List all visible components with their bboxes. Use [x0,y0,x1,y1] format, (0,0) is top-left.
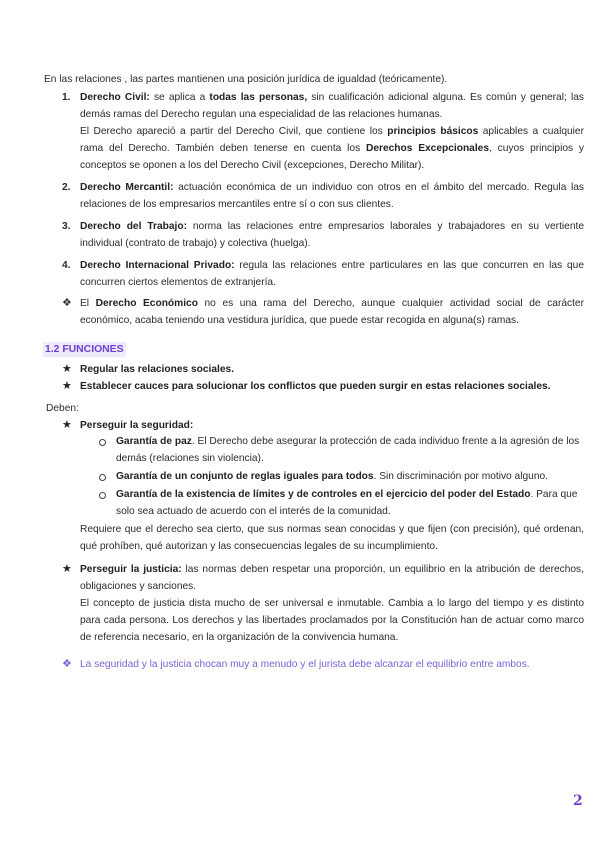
seguridad-item-text [116,433,584,467]
bold-span: Derechos Excepcionales [365,143,490,154]
list-number-2: 2. [62,182,71,193]
circle-bullet-icon [99,492,106,499]
bold-span: todas las personas, [209,92,308,103]
seguridad-item [116,468,584,485]
term-derecho-trabajo: Derecho del Trabajo: [80,221,187,232]
bold-span: Garantía de la existencia de límites y de controles en el ejercicio del poder del Estado [116,489,531,500]
seguridad-item-text [116,468,584,485]
term-derecho-mercantil: Derecho Mercantil: [80,182,174,193]
term-derecho-internacional: Derecho Internacional Privado: [80,260,235,271]
list-item-derecho-mercantil [80,179,584,213]
diamond-bullet-icon: ❖ [62,297,72,309]
star-bullet-icon: ★ [62,363,72,375]
principios-paragraph [80,123,584,174]
text-span: las normas deben respetar una proporción, un equilibrio en la atribución de derechos, obligaciones y sanciones. [80,564,584,592]
funcion-item: Establecer cauces para solucionar los conflictos que pueden surgir en estas relaciones sociales. [80,381,551,392]
seguridad-item [116,486,584,520]
derecho-mercantil-paragraph [80,179,584,213]
text-span: sin cualificación adicional alguna. Es común y general; las demás ramas del Derecho regulan una especialidad de las relaciones humanas. [80,92,584,120]
list-number-3: 3. [62,221,71,232]
text-span: actuación económica de un individuo con otros en el ámbito del mercado. Regula las relaciones de los empresarios mercantiles entre sí o con sus clientes. [80,182,584,210]
bold-span: principios básicos [387,126,479,137]
conclusion-note: La seguridad y la justicia chocan muy a menudo y el jurista debe alcanzar el equilibrio entre ambos. [80,659,530,670]
seguridad-note: Requiere que el derecho sea cierto, que sus normas sean conocidas y que fijen (con precisión), qué ordenan, qué prohíben, qué autorizan y las consecuencias legales de su incumplimiento. [80,524,584,552]
circle-bullet-icon [99,439,106,446]
derecho-internacional-paragraph [80,257,584,291]
intro-paragraph: En las relaciones , las partes mantienen una posición jurídica de igualdad (teóricamente). [44,74,448,85]
section-heading: 1.2 FUNCIONES [45,344,124,355]
derecho-civil-paragraph [80,89,584,123]
justicia-paragraph [80,561,584,595]
text-span: El [80,298,96,309]
page-number: 2 [573,793,583,809]
derecho-economico-paragraph [80,295,584,329]
list-item-derecho-civil [80,89,584,174]
circle-bullet-icon [99,474,106,481]
justicia-title: Perseguir la justicia: [80,564,182,575]
list-number-1: 1. [62,92,71,103]
text-span: . Sin discriminación por motivo alguno. [373,471,548,482]
list-item-derecho-trabajo [80,218,584,252]
deben-label: Deben: [46,403,79,414]
list-number-4: 4. [62,260,71,271]
text-span: norma las relaciones entre empresarios laborales y trabajadores en su vertiente individual (contrato de trabajo) y colectiva (huelga). [80,221,584,249]
list-item-derecho-internacional [80,257,584,291]
seguridad-item-text [116,486,584,520]
seguridad-item [116,433,584,467]
star-bullet-icon: ★ [62,563,72,575]
text-span: se aplica a [149,92,210,103]
justicia-paragraph-2: El concepto de justicia dista mucho de ser universal e inmutable. Cambia a lo largo del tiempo y es distinto para cada persona. Los derechos y las libertades proclamados por la Constitución han de actuar como marco de referencia necesario, en la organización de la convivencia humana. [80,598,584,643]
text-span: no es una rama del Derecho, aunque cualquier actividad social de carácter económico, acaba teniendo una vestidura jurídica, que puede estar recogida en alguna(s) ramas. [80,298,584,326]
star-bullet-icon: ★ [62,380,72,392]
text-span: El Derecho apareció a partir del Derecho Civil, que contiene los [80,126,388,137]
star-bullet-icon: ★ [62,419,72,431]
bold-span: Garantía de un conjunto de reglas iguales para todos [116,471,374,482]
text-span: . Para que solo sea actuado de acuerdo con el interés de la comunidad. [116,489,578,517]
seguridad-title: Perseguir la seguridad: [80,420,194,431]
bold-span: Garantía de paz [116,436,192,447]
term-derecho-economico: Derecho Económico [95,298,198,309]
funcion-item: Regular las relaciones sociales. [80,364,235,375]
derecho-trabajo-paragraph [80,218,584,252]
term-derecho-civil: Derecho Civil: [80,92,150,103]
text-span: aplicables a cualquier rama del Derecho. También deben tenerse en cuenta los [80,126,584,154]
diamond-bullet-icon: ❖ [62,658,72,670]
text-span: , cuyos principios y conceptos se oponen a los del Derecho Civil (excepciones, Derecho Militar). [80,143,585,171]
derecho-economico-note [80,295,584,329]
text-span: . El Derecho debe asegurar la protección de cada individuo frente a la agresión de los demás (relaciones sin violencia). [116,436,580,464]
text-span: regula las relaciones entre particulares en las que concurren en las que concurren ciertos elementos de extranjería. [80,260,584,288]
justicia-block [80,561,584,646]
